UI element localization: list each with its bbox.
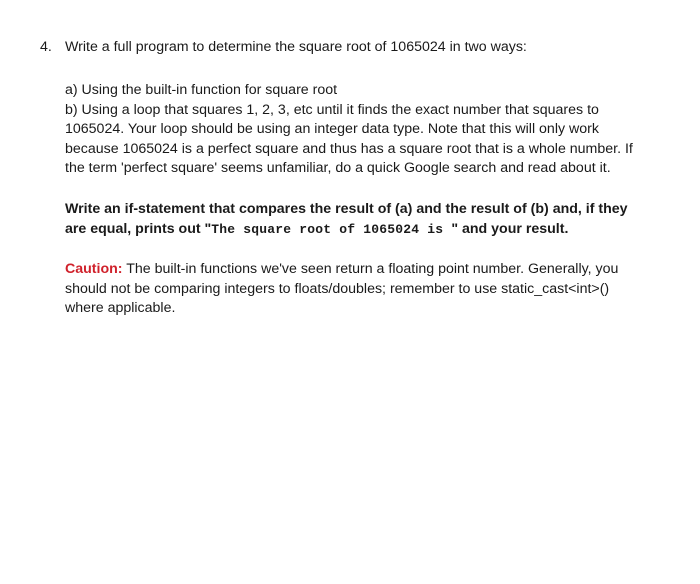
caution-line-2: should not be comparing integers to floats/doubles; remember to use static_cast<int>() [65, 280, 610, 297]
part-b-line-1: b) Using a loop that squares 1, 2, 3, etc until it finds the exact number that squares to [65, 101, 599, 118]
instruction-line-2-prefix: are equal, prints out " [65, 220, 212, 237]
question-parts [65, 81, 665, 179]
part-b-line-2: 1065024. Your loop should be using an integer data type. Note that this will only work [65, 121, 599, 138]
if-statement-instruction [65, 200, 665, 239]
instruction-line-1: Write an if-statement that compares the result of (a) and the result of (b) and, if they [65, 201, 628, 217]
part-a: a) Using the built-in function for square root [65, 82, 338, 98]
caution-line-1-text: The built-in functions we've seen return a floating point number. Generally, you [122, 261, 619, 277]
caution-label: Caution: [65, 261, 123, 277]
caution-note [65, 260, 665, 319]
code-output-string: The square root of 1065024 is [211, 221, 452, 237]
part-b-line-4: the term 'perfect square' seems unfamiliar, do a quick Google search and read about it. [65, 160, 611, 177]
question-prompt: Write a full program to determine the square root of 1065024 in two ways: [65, 39, 527, 55]
question-number: 4. [40, 39, 52, 55]
caution-line-1 [65, 260, 665, 280]
part-b-line-3: because 1065024 is a perfect square and thus has a square root that is a whole number. If [65, 140, 633, 157]
caution-line-3: where applicable. [65, 300, 176, 317]
instruction-line-2-suffix: " and your result. [451, 220, 569, 237]
instruction-line-2 [65, 220, 665, 240]
